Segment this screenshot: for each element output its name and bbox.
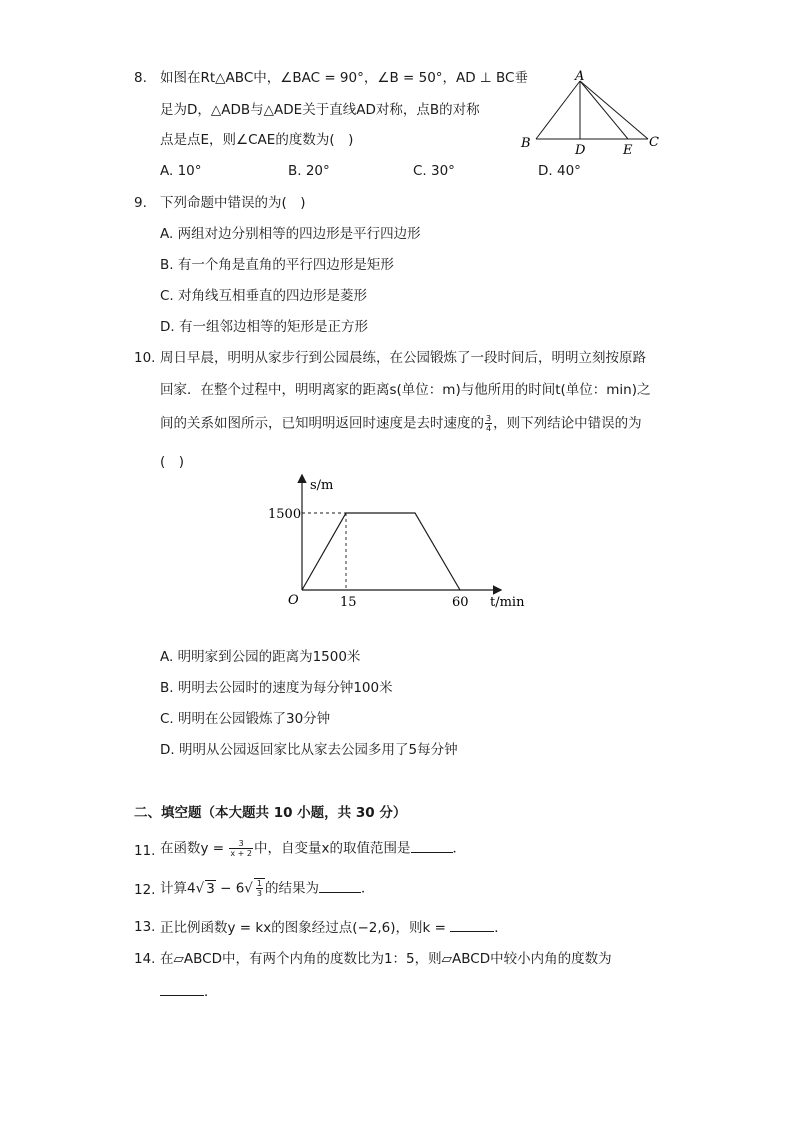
answer-blank[interactable] (160, 983, 204, 996)
section-2-heading: 二、填空题（本大题共 10 小题，共 30 分） (134, 805, 407, 821)
sqrt-symbol: √ (244, 880, 253, 897)
question-10-line-3-a: 间的关系如图所示，已知明明返回时速度是去时速度的 (160, 415, 484, 432)
question-10-option-b: B. 明明去公园时的速度为每分钟100米 (160, 680, 393, 696)
fraction-denominator: x + 2 (230, 849, 253, 858)
question-8-option-c: C. 30° (413, 163, 455, 179)
question-number-8: 8. (134, 70, 147, 86)
x-axis-label: t/min (490, 595, 525, 610)
question-8-option-b: B. 20° (288, 163, 330, 179)
side-ab (536, 81, 580, 139)
question-8-option-d: D. 40° (538, 163, 581, 179)
question-11-part-b: 中，自变量x的取值范围是 (254, 840, 411, 857)
fraction-numerator: 3 (486, 414, 492, 423)
question-8-line-1: 如图在Rt△ABC中，∠BAC = 90°，∠B = 50°，AD ⊥ BC垂 (160, 70, 528, 86)
question-9-option-d: D. 有一组邻边相等的矩形是正方形 (160, 319, 368, 335)
distance-line (302, 513, 460, 590)
question-9-option-c: C. 对角线互相垂直的四边形是菱形 (160, 288, 368, 304)
sqrt-fraction (254, 878, 265, 898)
question-13-end: ． (494, 920, 508, 936)
fraction-denominator: 4 (486, 424, 492, 433)
question-10-line-2: 回家．在整个过程中，明明离家的距离s(单位：m)与他所用的时间t(单位：min)之 (160, 382, 651, 398)
question-12-part-b: − 6 (215, 880, 245, 897)
question-11-end: ． (452, 840, 467, 857)
y-axis-label: s/m (310, 478, 334, 493)
question-number-11: 11. (134, 843, 156, 859)
x-tick-60: 60 (452, 595, 469, 610)
question-number-10: 10. (134, 350, 156, 366)
label-a: A (575, 69, 585, 84)
question-10-line-4: ( ) (160, 454, 185, 470)
label-b: B (521, 136, 531, 151)
question-13-text (160, 919, 508, 936)
question-9-stem: 下列命题中错误的为( ) (160, 195, 306, 211)
question-10-line-3 (160, 414, 642, 433)
question-10-line-1: 周日早晨，明明从家步行到公园晨练，在公园锻炼了一段时间后，明明立刻按原路 (160, 350, 646, 366)
label-d: D (575, 143, 586, 158)
question-11-text (160, 839, 466, 858)
x-tick-15: 15 (340, 595, 357, 610)
question-11-part-a: 在函数y = (160, 840, 229, 857)
fraction-numerator: 1 (256, 879, 262, 888)
question-12-end: ． (360, 880, 375, 897)
sqrt-3: 3 (206, 880, 215, 897)
side-ac (580, 81, 648, 139)
question-9-option-a: A. 两组对边分别相等的四边形是平行四边形 (160, 226, 421, 242)
question-10-option-c: C. 明明在公园锻炼了30分钟 (160, 711, 331, 727)
question-14-line-1: 在▱ABCD中，有两个内角的度数比为1：5，则▱ABCD中较小内角的度数为 (160, 951, 612, 967)
question-13-part-a: 正比例函数y = kx的图象经过点(−2,6)，则k = (160, 920, 451, 936)
label-c: C (649, 135, 659, 150)
question-14-line-2 (160, 983, 218, 1000)
answer-blank[interactable] (411, 840, 453, 853)
fraction-denominator: 3 (256, 889, 262, 898)
origin-label: O (288, 593, 299, 608)
answer-blank[interactable] (450, 919, 494, 932)
question-10-option-d: D. 明明从公园返回家比从家去公园多用了5每分钟 (160, 742, 458, 758)
y-tick-1500: 1500 (268, 507, 302, 522)
distance-time-graph (260, 470, 540, 620)
question-8-line-3: 点是点E，则∠CAE的度数为( ) (160, 132, 354, 148)
fraction-three-quarters (485, 414, 492, 433)
answer-blank[interactable] (319, 880, 361, 893)
question-number-14: 14. (134, 951, 156, 967)
label-e: E (623, 143, 633, 158)
segment-ae (580, 81, 628, 139)
question-8-line-2: 足为D，△ADB与△ADE关于直线AD对称，点B的对称 (160, 102, 480, 118)
triangle-figure (515, 68, 675, 158)
question-number-9: 9. (134, 195, 147, 211)
fraction-numerator: 3 (229, 839, 253, 849)
question-number-12: 12. (134, 882, 156, 898)
question-14-end: ． (204, 984, 218, 1000)
question-10-line-3-b: ，则下列结论中错误的为 (493, 415, 642, 432)
fraction-3-over-x-plus-2 (229, 839, 253, 858)
question-10-option-a: A. 明明家到公园的距离为1500米 (160, 649, 361, 665)
question-12-part-c: 的结果为 (264, 880, 319, 897)
question-12-part-a: 计算4 (160, 880, 196, 897)
sqrt-symbol: √ (195, 880, 205, 897)
question-9-option-b: B. 有一个角是直角的平行四边形是矩形 (160, 257, 394, 273)
question-number-13: 13. (134, 919, 156, 935)
question-12-text (160, 878, 374, 898)
question-8-option-a: A. 10° (160, 163, 202, 179)
